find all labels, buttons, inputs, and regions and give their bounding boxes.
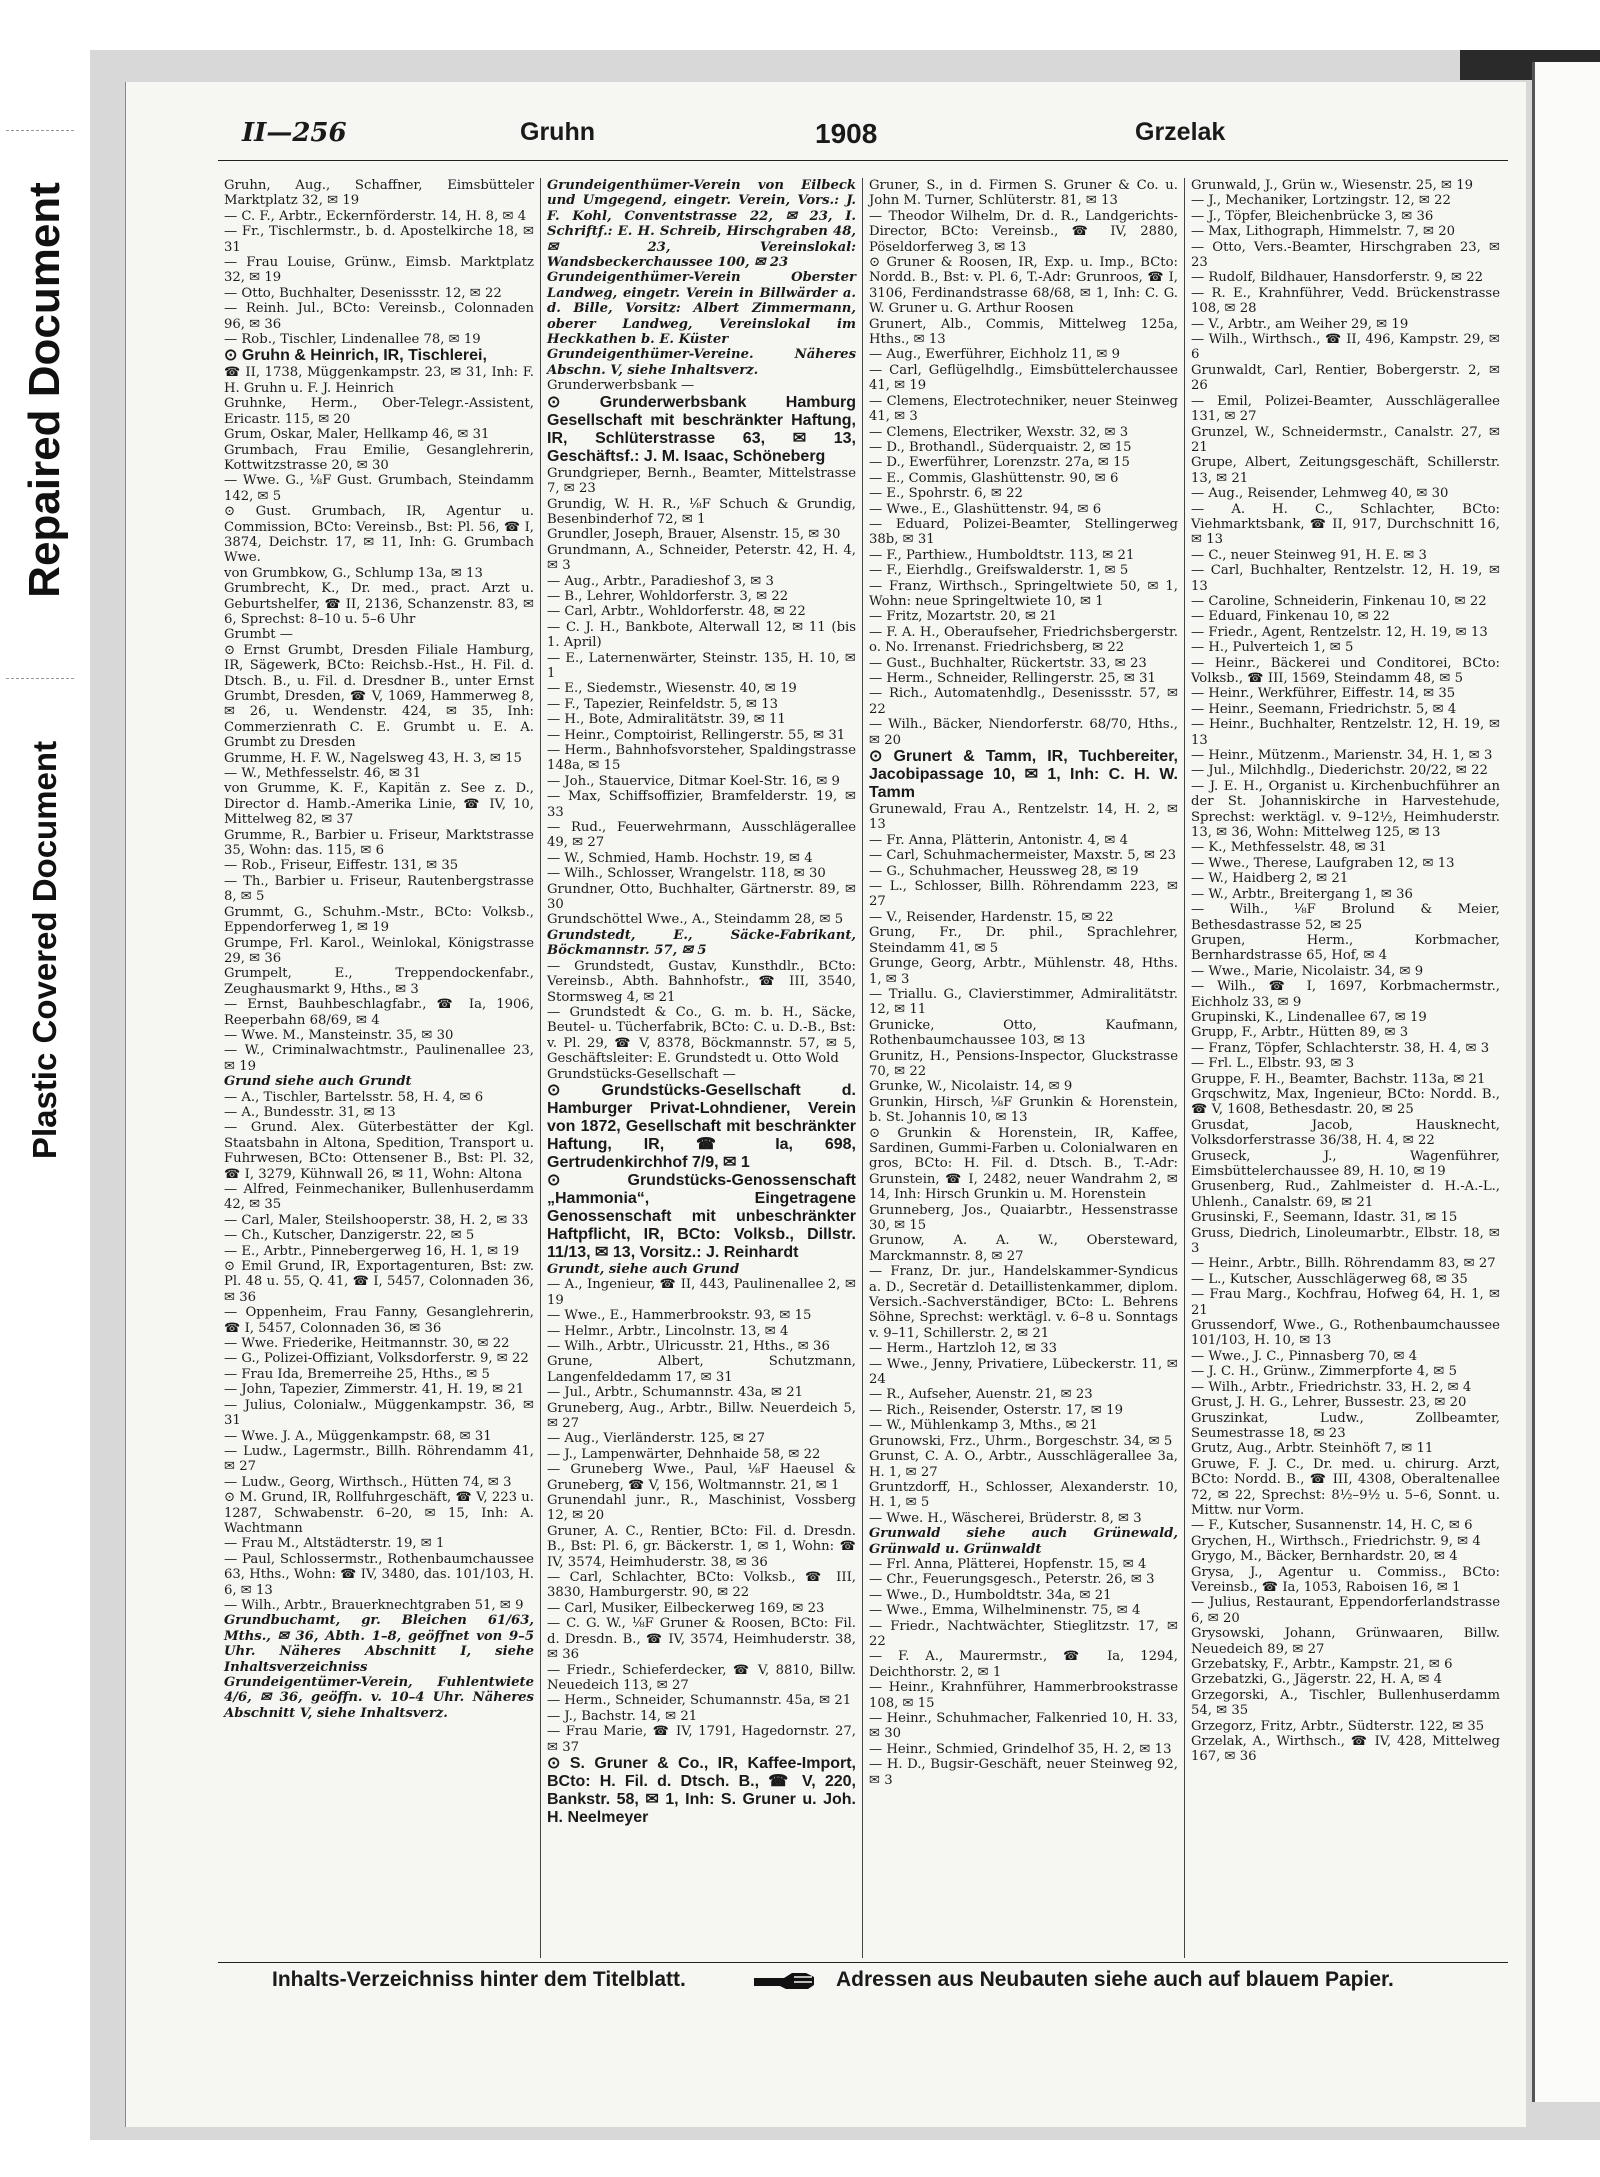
directory-entry: Grupp, F., Arbtr., Hütten 89, ✉ 3: [1191, 1025, 1409, 1041]
directory-entry: — Frau Ida, Bremerreihe 25, Hths., ✉ 5: [224, 1366, 490, 1382]
directory-columns: [218, 178, 1506, 1958]
directory-entry: — Herm., Hartzloh 12, ✉ 33: [869, 1341, 1058, 1357]
directory-entry: — Ernst, Bauhbeschlagfabr., ☎ Ia, 1906, Reeperbahn 68/69, ✉ 4: [224, 997, 534, 1028]
directory-entry: — Carl, Schlachter, BCto: Volksb., ☎ III, 3830, Hamburgerstr. 90, ✉ 22: [547, 1570, 856, 1601]
directory-entry: — Max, Schiffsoffizier, Bramfelderstr. 19, ✉ 33: [547, 789, 856, 820]
directory-entry: — J. C. H., Grünw., Zimmerpforte 4, ✉ 5: [1191, 1364, 1457, 1380]
directory-entry: — F., Kutscher, Susannenstr. 14, H. C, ✉ 6: [1191, 1518, 1473, 1534]
directory-entry: — Wilh., Arbtr., Friedrichstr. 33, H. 2, ✉ 4: [1191, 1379, 1472, 1395]
directory-entry: Grundner, Otto, Buchhalter, Gärtnerstr. 89, ✉ 30: [547, 881, 856, 913]
page-header: [230, 118, 1500, 158]
directory-entry: Gruppe, F. H., Beamter, Bachstr. 113a, ✉ 21: [1191, 1071, 1486, 1087]
directory-entry: Grzegorz, Fritz, Arbtr., Südterstr. 122, ✉ 35: [1191, 1718, 1485, 1734]
directory-entry: Grumpelt, E., Treppendockenfabr., Zeughausmarkt 9, Hths., ✉ 3: [224, 966, 534, 997]
directory-entry: — Rich., Automatenhdlg., Desenissstr. 57, ✉ 22: [869, 686, 1178, 717]
footer-new-buildings-note: Adressen aus Neubauten siehe auch auf blauem Papier.: [836, 1968, 1394, 1991]
directory-entry: Grune, Albert, Schutzmann, Langenfeldedamm 17, ✉ 31: [547, 1354, 856, 1385]
directory-entry: — Heinr., Werkführer, Eiffestr. 14, ✉ 35: [1191, 686, 1456, 702]
directory-entry: Grundmann, A., Schneider, Peterstr. 42, H. 4, ✉ 3: [547, 542, 856, 574]
directory-entry: — Emil, Polizei-Beamter, Ausschlägerallee 131, ✉ 27: [1191, 393, 1500, 425]
directory-entry: Grupe, Albert, Zeitungsgeschäft, Schillerstr. 13, ✉ 21: [1191, 455, 1500, 486]
directory-entry: — Frl. L., Elbstr. 93, ✉ 3: [1191, 1056, 1355, 1072]
directory-entry: Grundbuchamt, gr. Bleichen 61/63, Mths., ✉ 36, Abth. 1–8, geöffnet von 9–5 Uhr. Näheres Abschnitt I, siehe Inhaltsverzeichniss: [224, 1613, 534, 1675]
directory-entry: — Frl. Anna, Plätterei, Hopfenstr. 15, ✉ 4: [869, 1556, 1147, 1572]
directory-entry: — J., Bachstr. 14, ✉ 21: [547, 1708, 698, 1724]
directory-entry: ⊙ M. Grund, IR, Rollfuhrgeschäft, ☎ V, 223 u. 1287, Schwabenstr. 6–20, ✉ 15, Inh: A. Wachtmann: [224, 1490, 534, 1536]
directory-entry: — Eduard, Polizei-Beamter, Stellingerweg 38b, ✉ 31: [869, 516, 1178, 548]
directory-entry: — Heinr., Bäckerei und Conditorei, BCto: Volksb., ☎ III, 1569, Steindamm 48, ✉ 5: [1191, 655, 1500, 686]
directory-entry: — H. D., Bugsir-Geschäft, neuer Steinweg 92, ✉ 3: [869, 1757, 1178, 1788]
directory-entry: — Wwe. J. A., Müggenkampstr. 68, ✉ 31: [224, 1428, 492, 1444]
directory-entry: — Wilh., Bäcker, Niendorferstr. 68/70, Hths., ✉ 20: [869, 717, 1178, 748]
directory-entry: Grysa, J., Agentur u. Commiss., BCto: Vereinsb., ☎ Ia, 1053, Raboisen 16, ✉ 1: [1191, 1564, 1500, 1595]
directory-entry: — W., Methfesselstr. 46, ✉ 31: [224, 766, 422, 782]
document-condition-sidebar: [0, 0, 90, 1250]
directory-entry: — Friedr., Schieferdecker, ☎ V, 8810, Billw. Neuedeich 113, ✉ 27: [547, 1662, 856, 1693]
directory-entry: — Fritz, Mozartstr. 20, ✉ 21: [869, 609, 1058, 625]
directory-entry: Gruwe, F. J. C., Dr. med. u. chirurg. Arzt, BCto: Nordd. B., ☎ III, 4308, Oberaltenallee 72, ✉ 22, Sprechst: 8½–9½ u. 5–6, Sonnt. u. Mittw. nur Vorm.: [1191, 1456, 1500, 1518]
directory-entry: ⊙ Ernst Grumbt, Dresden Filiale Hamburg, IR, Sägewerk, BCto: Reichsb.-Hst., H. Fil. d. Dtsch. B., u. Fil. d. Dresdner B., unter Ernst Grumbt, Dresden, ☎ V, 1069, Hammerweg 8, ✉ 26, u. Wendenstr. 424, ✉ 35, Inh: Commerzienrath C. E. Grumbt u. E. A. Grumbt zu Dresden: [224, 642, 534, 751]
directory-entry: Grust, J. H. G., Lehrer, Bussestr. 23, ✉ 20: [1191, 1395, 1467, 1411]
directory-entry: — Fr., Tischlermstr., b. d. Apostelkirche 18, ✉ 31: [224, 224, 534, 255]
directory-entry: — Otto, Buchhalter, Desenissstr. 12, ✉ 22: [224, 285, 502, 301]
directory-entry: Grumbrecht, K., Dr. med., pract. Arzt u. Geburtshelfer, ☎ II, 2136, Schanzenstr. 83, ✉ 6, Sprechst: 8–10 u. 5–6 Uhr: [224, 581, 534, 627]
directory-entry: — Otto, Vers.-Beamter, Hirschgraben 23, ✉ 23: [1191, 239, 1500, 271]
directory-entry: — Aug., Reisender, Lehmweg 40, ✉ 30: [1191, 486, 1449, 502]
directory-entry: — Grund. Alex. Güterbestätter der Kgl. Staatsbahn in Altona, Spedition, Transport u. Fuhrwesen, BCto: Ottensener B., Bst: Pl. 32, ☎ I, 3279, Kühnwall 26, ✉ 11, Wohn: Altona: [224, 1120, 534, 1182]
directory-entry: — Wwe., Therese, Laufgraben 12, ✉ 13: [1191, 855, 1455, 871]
directory-entry: — E., Laternenwärter, Steinstr. 135, H. 10, ✉ 1: [547, 650, 856, 681]
directory-entry: Grunst, C. A. O., Arbtr., Ausschlägerallee 3a, H. 1, ✉ 27: [869, 1449, 1178, 1480]
directory-entry: Grundeigenthümer-Vereine. Näheres Abschn. V, siehe Inhaltsverz.: [547, 347, 856, 378]
directory-entry: Grumpe, Frl. Karol., Weinlokal, Königstrasse 29, ✉ 36: [224, 935, 534, 966]
directory-entry: — Chr., Feuerungsgesch., Peterstr. 26, ✉ 3: [869, 1572, 1155, 1588]
plastic-covered-document-label: Plastic Covered Document: [26, 740, 63, 1160]
directory-entry: ⊙ Grundstücks-Genossenschaft „Hammonia“, Eingetragene Genossenschaft mit unbeschränkter Haftpflicht, IR, BCto: Volksb., Dillstr. 11/13, ✉ 13, Vorsitz.: J. Reinhardt: [547, 1171, 856, 1261]
directory-entry: Grunewald, Frau A., Rentzelstr. 14, H. 2, ✉ 13: [869, 802, 1178, 833]
directory-entry: — D., Ewerführer, Lorenzstr. 27a, ✉ 15: [869, 455, 1130, 471]
directory-entry: — E., Siedemstr., Wiesenstr. 40, ✉ 19: [547, 681, 797, 697]
directory-entry: — Ch., Kutscher, Danzigerstr. 22, ✉ 5: [224, 1228, 475, 1244]
directory-entry: — Rob., Tischler, Lindenallee 78, ✉ 19: [224, 332, 481, 348]
directory-entry: — Rud., Feuerwehrmann, Ausschlägerallee 49, ✉ 27: [547, 820, 856, 851]
directory-entry: — R. E., Krahnführer, Vedd. Brückenstrasse 108, ✉ 28: [1191, 285, 1500, 317]
directory-entry: — Rob., Friseur, Eiffestr. 131, ✉ 35: [224, 858, 459, 874]
directory-entry: Gruhnke, Herm., Ober-Telegr.-Assistent, Ericastr. 115, ✉ 20: [224, 396, 534, 427]
directory-entry: — Heinr., Comptoirist, Rellingerstr. 55, ✉ 31: [547, 727, 846, 743]
directory-entry: Grundt, siehe auch Grund: [547, 1261, 740, 1277]
directory-entry: — Aug., Vierländerstr. 125, ✉ 27: [547, 1431, 766, 1447]
directory-entry: — G., Schuhmacher, Heussweg 28, ✉ 19: [869, 863, 1139, 879]
directory-entry: — Wwe. M., Mansteinstr. 35, ✉ 30: [224, 1027, 454, 1043]
directory-column: [218, 178, 540, 1958]
directory-entry: — F. A., Maurermstr., ☎ Ia, 1294, Deichthorstr. 2, ✉ 1: [869, 1649, 1178, 1680]
directory-entry: Grunert, Alb., Commis, Mittelweg 125a, Hths., ✉ 13: [869, 316, 1178, 348]
directory-entry: Grzegorski, A., Tischler, Bullenhuserdamm 54, ✉ 35: [1191, 1687, 1500, 1719]
directory-entry: Grundstücks-Gesellschaft —: [547, 1066, 736, 1082]
directory-entry: — H., Pulverteich 1, ✉ 5: [1191, 640, 1354, 656]
directory-entry: Gruner, S., in d. Firmen S. Gruner & Co. u. John M. Turner, Schlüterstr. 81, ✉ 13: [869, 178, 1178, 209]
directory-entry: — Wilh., Arbtr., Brauerknechtgraben 51, ✉ 9: [224, 1597, 524, 1613]
directory-entry: ⊙ Grunkin & Horenstein, IR, Kaffee, Sardinen, Gummi-Farben u. Colonialwaren en gros, BCto: H. Fil. d. Dtsch. B., T.-Adr: Grunstein, ☎ I, 2482, neuer Wandrahm 2, ✉ 14, Inh: Hirsch Grunkin u. M. Horenstein: [869, 1125, 1178, 1203]
directory-entry: — A. H. C., Schlachter, BCto: Viehmarktsbank, ☎ II, 917, Durchschnitt 16, ✉ 13: [1191, 501, 1500, 548]
directory-entry: — E., Arbtr., Pinnebergerweg 16, H. 1, ✉ 19: [224, 1243, 520, 1259]
directory-entry: Grum, Oskar, Maler, Hellkamp 46, ✉ 31: [224, 427, 490, 443]
directory-entry: — W., Criminalwachtmstr., Paulinenallee 23, ✉ 19: [224, 1043, 534, 1074]
directory-entry: — Wwe., E., Hammerbrookstr. 93, ✉ 15: [547, 1308, 812, 1324]
directory-entry: — Joh., Stauervice, Ditmar Koel-Str. 16, ✉ 9: [547, 773, 840, 789]
directory-entry: Grygo, M., Bäcker, Bernhardstr. 20, ✉ 4: [1191, 1549, 1458, 1565]
directory-entry: Grunwaldt, Carl, Rentier, Bobergerstr. 2, ✉ 26: [1191, 362, 1500, 394]
directory-entry: — W., Arbtr., Breitergang 1, ✉ 36: [1191, 886, 1413, 902]
directory-entry: Grzebatzki, G., Jägerstr. 22, H. A, ✉ 4: [1191, 1672, 1442, 1688]
directory-entry: — Carl, Arbtr., Wohldorferstr. 48, ✉ 22: [547, 604, 806, 620]
directory-entry: — Carl, Geflügelhdlg., Eimsbüttelerchaussee 41, ✉ 19: [869, 362, 1178, 394]
directory-entry: Grund siehe auch Grundt: [224, 1074, 412, 1090]
directory-entry: Grunke, W., Nicolaistr. 14, ✉ 9: [869, 1079, 1073, 1095]
directory-entry: ⊙ Grundstücks-Gesellschaft d. Hamburger Privat-Lohndiener, Verein von 1872, Gesellschaft mit beschränkter Haftung, IR, ☎ Ia, 698, Gertrudenkirchhof 7/9, ✉ 1: [547, 1081, 856, 1171]
directory-entry: — Julius, Restaurant, Eppendorferlandstrasse 6, ✉ 20: [1191, 1595, 1500, 1626]
directory-entry: Grunge, Georg, Arbtr., Mühlenstr. 48, Hths. 1, ✉ 3: [869, 956, 1178, 987]
directory-entry: — Aug., Arbtr., Paradieshof 3, ✉ 3: [547, 573, 774, 589]
directory-entry: — Alfred, Feinmechaniker, Bullenhuserdamm 42, ✉ 35: [224, 1182, 534, 1213]
directory-entry: Grychen, H., Wirthsch., Friedrichstr. 9, ✉ 4: [1191, 1533, 1481, 1549]
directory-entry: — K., Methfesselstr. 48, ✉ 31: [1191, 840, 1387, 856]
directory-entry: Grundler, Joseph, Brauer, Alsenstr. 15, ✉ 30: [547, 527, 841, 543]
directory-entry: von Grumme, K. F., Kapitän z. See z. D., Director d. Hamb.-Amerika Linie, ☎ IV, 10, Mittelweg 82, ✉ 37: [224, 781, 534, 828]
directory-entry: ⊙ Gust. Grumbach, IR, Agentur u. Commission, BCto: Vereinsb., Bst: Pl. 56, ☎ I, 3874, Deichstr. 17, ✉ 11, Inh: G. Grumbach Wwe.: [224, 504, 534, 566]
directory-entry: Grzelak, A., Wirthsch., ☎ IV, 428, Mittelweg 167, ✉ 36: [1191, 1734, 1500, 1765]
directory-entry: Grunkin, Hirsch, ⅛F Grunkin & Horenstein, b. St. Johannis 10, ✉ 13: [869, 1094, 1178, 1126]
sidebar-divider: [6, 130, 74, 131]
directory-entry: von Grumbkow, G., Schlump 13a, ✉ 13: [224, 565, 483, 581]
directory-entry: — Paul, Schlossermstr., Rothenbaumchaussee 63, Hths., Wohn: ☎ IV, 3480, das. 101/103, H. 6, ✉ 13: [224, 1551, 534, 1598]
directory-entry: — Herm., Schneider, Schumannstr. 45a, ✉ 21: [547, 1693, 852, 1709]
directory-entry: — Aug., Ewerführer, Eichholz 11, ✉ 9: [869, 347, 1120, 363]
page-number: II—256: [242, 118, 347, 148]
directory-entry: — Caroline, Schneiderin, Finkenau 10, ✉ 22: [1191, 593, 1487, 609]
header-rule: [218, 160, 1508, 161]
directory-entry: — Frau Marie, ☎ IV, 1791, Hagedornstr. 27, ✉ 37: [547, 1724, 856, 1755]
directory-entry: Grung, Fr., Dr. phil., Sprachlehrer, Steindamm 41, ✉ 5: [869, 925, 1178, 956]
directory-entry: ⊙ S. Gruner & Co., IR, Kaffee-Import, BCto: H. Fil. d. Dtsch. B., ☎ V, 220, Bankstr. 58, ✉ 1, Inh: S. Gruner u. Joh. H. Neelmeyer: [547, 1754, 856, 1826]
directory-entry: — Wilh., ⅛F Brolund & Meier, Bethesdastrasse 52, ✉ 25: [1191, 902, 1500, 933]
directory-entry: Grunow, A. A. W., Obersteward, Marckmannstr. 8, ✉ 27: [869, 1233, 1178, 1264]
directory-entry: — Reinh. Jul., BCto: Vereinsb., Colonnaden 96, ✉ 36: [224, 301, 534, 332]
directory-entry: — J., Töpfer, Bleichenbrücke 3, ✉ 36: [1191, 208, 1434, 224]
directory-entry: — Wwe. Friederike, Heitmannstr. 30, ✉ 22: [224, 1336, 510, 1352]
directory-entry: Grundeigenthümer-Verein von Eilbeck und Umgegend, eingetr. Verein, Vors.: J. F. Kohl, Conventstrasse 22, ✉ 23, I. Schriftf.: E. H. Schreib, Hirschgraben 48, ✉ 23, Vereinslokal: Wandsbeckerchaussee 100, ✉ 23: [547, 178, 856, 271]
directory-entry: — Wilh., ☎ I, 1697, Korbmachermstr., Eichholz 33, ✉ 9: [1191, 979, 1500, 1010]
directory-entry: ⊙ Emil Grund, IR, Exportagenturen, Bst: zw. Pl. 48 u. 55, Q. 41, ☎ I, 5457, Colonnaden 36, ✉ 36: [224, 1259, 534, 1305]
directory-entry: — W., Schmied, Hamb. Hochstr. 19, ✉ 4: [547, 850, 813, 866]
directory-entry: — Heinr., Buchhalter, Rentzelstr. 12, H. 19, ✉ 13: [1191, 717, 1500, 748]
directory-entry: Gruhn, Aug., Schaffner, Eimsbütteler Marktplatz 32, ✉ 19: [224, 178, 534, 209]
directory-entry: ⊙ Gruhn & Heinrich, IR, Tischlerei,: [224, 347, 487, 365]
directory-entry: — F. A. H., Oberaufseher, Friedrichsbergerstr. o. No. Irrenanst. Friedrichsberg, ✉ 22: [869, 624, 1178, 656]
directory-entry: — Friedr., Nachtwächter, Stieglitzstr. 17, ✉ 22: [869, 1618, 1178, 1649]
directory-entry: — Carl, Maler, Steilshooperstr. 38, H. 2, ✉ 33: [224, 1212, 529, 1228]
directory-entry: — C., neuer Steinweg 91, H. E. ✉ 3: [1191, 547, 1427, 563]
range-end-name: Grzelak: [1135, 118, 1226, 146]
footer-rule: [218, 1962, 1508, 1963]
directory-entry: — H., Bote, Admiralitätstr. 39, ✉ 11: [547, 712, 786, 728]
directory-entry: — Herm., Bahnhofsvorsteher, Spaldingstrasse 148a, ✉ 15: [547, 743, 856, 774]
directory-entry: — V., Arbtr., am Weiher 29, ✉ 19: [1191, 316, 1409, 332]
directory-entry: ⊙ Grunert & Tamm, IR, Tuchbereiter, Jacobipassage 10, ✉ 1, Inh: C. H. W. Tamm: [869, 748, 1178, 802]
directory-entry: — Carl, Schuhmachermeister, Maxstr. 5, ✉ 23: [869, 848, 1177, 864]
directory-column: [540, 178, 862, 1958]
directory-entry: — Wwe., Marie, Nicolaistr. 34, ✉ 9: [1191, 963, 1424, 979]
directory-entry: — Wwe., Emma, Wilhelminenstr. 75, ✉ 4: [869, 1603, 1141, 1619]
directory-entry: Grundeigenthümer-Verein Oberster Landweg, eingetr. Verein in Billwärder a. d. Bille, Vorsitz: Albert Zimmermann, oberer Landweg, Vereinslokal im Heckkathen b. E. Küster: [547, 270, 856, 348]
directory-entry: Grummt, G., Schuhm.-Mstr., BCto: Volksb., Eppendorferweg 1, ✉ 19: [224, 904, 534, 936]
directory-entry: Grussendorf, Wwe., G., Rothenbaumchaussee 101/103, H. 10, ✉ 13: [1191, 1318, 1500, 1349]
directory-entry: Gruseck, J., Wagenführer, Eimsbüttelerchaussee 89, H. 10, ✉ 19: [1191, 1148, 1500, 1179]
directory-entry: — Wwe., E., Glashüttenstr. 94, ✉ 6: [869, 501, 1102, 517]
directory-entry: — E., Commis, Glashüttenstr. 90, ✉ 6: [869, 470, 1119, 486]
directory-entry: ⊙ Grunderwerbsbank Hamburg Gesellschaft mit beschränkter Haftung, IR, Schlüterstrasse 63, ✉ 13, Geschäftsf.: J. M. Isaac, Schöneberg: [547, 393, 856, 465]
directory-entry: — Frau Louise, Grünw., Eimsb. Marktplatz 32, ✉ 19: [224, 255, 534, 286]
directory-entry: Grupinski, K., Lindenallee 67, ✉ 19: [1191, 1009, 1427, 1025]
directory-entry: Grundschöttel Wwe., A., Steindamm 28, ✉ 5: [547, 912, 844, 928]
directory-entry: — Franz, Töpfer, Schlachterstr. 38, H. 4, ✉ 3: [1191, 1040, 1490, 1056]
directory-entry: — R., Aufseher, Auenstr. 21, ✉ 23: [869, 1387, 1093, 1403]
directory-entry: — Ludw., Lagermstr., Billh. Röhrendamm 41, ✉ 27: [224, 1443, 534, 1475]
directory-entry: — Rudolf, Bildhauer, Hansdorferstr. 9, ✉ 22: [1191, 270, 1484, 286]
footer-index-note: Inhalts-Verzeichniss hinter dem Titelblatt.: [272, 1968, 686, 1991]
directory-entry: — Triallu. G., Clavierstimmer, Admiralitätstr. 12, ✉ 11: [869, 986, 1178, 1018]
directory-entry: Grzebatsky, F., Arbtr., Kampstr. 21, ✉ 6: [1191, 1657, 1453, 1672]
directory-entry: Grunowski, Frz., Uhrm., Borgeschstr. 34, ✉ 5: [869, 1433, 1173, 1449]
directory-entry: Gruneberg, Aug., Arbtr., Billw. Neuerdeich 5, ✉ 27: [547, 1400, 856, 1431]
directory-entry: Grumbach, Frau Emilie, Gesanglehrerin, Kottwitzstrasse 20, ✉ 30: [224, 442, 534, 473]
directory-entry: Grusdat, Jacob, Hausknecht, Volksdorferstrasse 36/38, H. 4, ✉ 22: [1191, 1117, 1500, 1149]
directory-entry: ⊙ Gruner & Roosen, IR, Exp. u. Imp., BCto: Nordd. B., Bst: v. Pl. 6, T.-Adr: Grunroos, ☎ I, 3106, Ferdinandstrasse 68/68, ✉ 1, Inh: C. G. W. Gruner u. G. Arthur Roosen: [869, 255, 1178, 317]
directory-entry: — Clemens, Electriker, Wexstr. 32, ✉ 3: [869, 424, 1129, 440]
directory-entry: — W., Mühlenkamp 3, Mths., ✉ 21: [869, 1418, 1098, 1434]
directory-entry: — L., Schlosser, Billh. Röhrendamm 223, ✉ 27: [869, 879, 1178, 910]
directory-entry: — Eduard, Finkenau 10, ✉ 22: [1191, 609, 1390, 625]
directory-entry: Grunderwerbsbank —: [547, 378, 695, 394]
directory-entry: — C. J. H., Bankbote, Alterwall 12, ✉ 11 (bis 1. April): [547, 619, 856, 651]
directory-entry: — Heinr., Arbtr., Billh. Röhrendamm 83, ✉ 27: [1191, 1256, 1496, 1272]
directory-entry: — Oppenheim, Frau Fanny, Gesanglehrerin, ☎ I, 5457, Colonnaden 36, ✉ 36: [224, 1305, 534, 1336]
directory-entry: Grunitz, H., Pensions-Inspector, Gluckstrasse 70, ✉ 22: [869, 1048, 1178, 1079]
directory-entry: — A., Bundesstr. 31, ✉ 13: [224, 1104, 396, 1120]
directory-entry: — A., Tischler, Bartelsstr. 58, H. 4, ✉ 6: [224, 1089, 484, 1105]
directory-entry: — W., Haidberg 2, ✉ 21: [1191, 871, 1349, 887]
directory-entry: Gruszinkat, Ludw., Zollbeamter, Seumestrasse 18, ✉ 23: [1191, 1410, 1500, 1441]
directory-entry: — Franz, Wirthsch., Springeltwiete 50, ✉ 1, Wohn: neue Springeltwiete 10, ✉ 1: [869, 578, 1178, 609]
directory-entry: — Wilh., Arbtr., Ulricusstr. 21, Hths., ✉ 36: [547, 1338, 830, 1354]
directory-entry: — Gruneberg Wwe., Paul, ⅛F Haeusel & Gruneberg, ☎ V, 156, Woltmannstr. 21, ✉ 1: [547, 1462, 856, 1493]
directory-entry: — Wwe. G., ⅛F Gust. Grumbach, Steindamm 142, ✉ 5: [224, 473, 534, 504]
directory-entry: — Heinr., Seemann, Friedrichstr. 5, ✉ 4: [1191, 701, 1457, 717]
directory-entry: Grumbt —: [224, 627, 293, 643]
directory-entry: — Carl, Buchhalter, Rentzelstr. 12, H. 19, ✉ 13: [1191, 563, 1500, 594]
directory-entry: Grunendahl junr., R., Maschinist, Vossberg 12, ✉ 20: [547, 1493, 856, 1524]
directory-entry: — Frau Marg., Kochfrau, Hofweg 64, H. 1, ✉ 21: [1191, 1287, 1500, 1318]
directory-entry: — J. E. H., Organist u. Kirchenbuchführer an der St. Johanniskirche in Harvestehude, Sprechst: werktägl. v. 9–12½, Heimhuderstr. 13, ✉ 36, Wohn: Mittelweg 125, ✉ 13: [1191, 778, 1500, 841]
directory-entry: — D., Brothandl., Süderquaistr. 2, ✉ 15: [869, 439, 1132, 455]
directory-entry: Grutz, Aug., Arbtr. Steinhöft 7, ✉ 11: [1191, 1441, 1434, 1457]
directory-entry: — Frau M., Altstädterstr. 19, ✉ 1: [224, 1536, 445, 1552]
sidebar-divider: [6, 678, 74, 679]
directory-entry: — Heinr., Krahnführer, Hammerbrookstrasse 108, ✉ 15: [869, 1680, 1178, 1711]
directory-entry: — V., Reisender, Hardenstr. 15, ✉ 22: [869, 909, 1114, 925]
directory-entry: — Heinr., Schuhmacher, Falkenried 10, H. 33, ✉ 30: [869, 1711, 1178, 1742]
directory-entry: — Theodor Wilhelm, Dr. d. R., Landgerichts-Director, BCto: Vereinsb., ☎ IV, 2880, Pöseldorferweg 3, ✉ 13: [869, 208, 1178, 255]
directory-entry: — F., Eierhdlg., Greifswalderstr. 1, ✉ 5: [869, 563, 1129, 579]
directory-entry: Grumme, H. F. W., Nagelsweg 43, H. 3, ✉ 15: [224, 750, 522, 766]
directory-entry: — Wwe. H., Wäscherei, Brüderstr. 8, ✉ 3: [869, 1510, 1142, 1526]
directory-entry: — F., Parthiew., Humboldtstr. 113, ✉ 21: [869, 547, 1135, 563]
pointing-hand-icon: [752, 1970, 818, 1992]
directory-entry: Grqschwitz, Max, Ingenieur, BCto: Nordd. B., ☎ V, 1608, Bethesdastr. 20, ✉ 25: [1191, 1086, 1500, 1118]
directory-entry: — Wilh., Schlosser, Wrangelstr. 118, ✉ 30: [547, 866, 826, 882]
directory-entry: — Gust., Buchhalter, Rückertstr. 33, ✉ 23: [869, 655, 1147, 671]
directory-entry: Gruss, Diedrich, Linoleumarbtr., Elbstr. 18, ✉ 3: [1191, 1225, 1500, 1257]
directory-entry: — C. G. W., ⅛F Gruner & Roosen, BCto: Fil. d. Dresdn. B., ☎ IV, 3574, Heimhuderstr. 38, ✉ 36: [547, 1616, 856, 1663]
directory-entry: — J., Mechaniker, Lortzingstr. 12, ✉ 22: [1191, 193, 1451, 209]
directory-year: 1908: [815, 118, 878, 149]
directory-entry: — Helmr., Arbtr., Lincolnstr. 13, ✉ 4: [547, 1323, 789, 1339]
directory-entry: Grundgrieper, Bernh., Beamter, Mittelstrasse 7, ✉ 23: [547, 465, 856, 497]
directory-entry: — Clemens, Electrotechniker, neuer Steinweg 41, ✉ 3: [869, 393, 1178, 425]
directory-entry: — Grundstedt, Gustav, Kunsthdlr., BCto: Vereinsb., Abth. Bahnhofstr., ☎ III, 3540, Stormsweg 4, ✉ 21: [547, 958, 856, 1005]
directory-entry: Grunicke, Otto, Kaufmann, Rothenbaumchaussee 103, ✉ 13: [869, 1017, 1178, 1049]
directory-entry: — C. F., Arbtr., Eckernförderstr. 14, H. 8, ✉ 4: [224, 208, 527, 224]
directory-entry: Gruner, A. C., Rentier, BCto: Fil. d. Dresdn. B., Bst: Pl. 6, gr. Bäckerstr. 1, ✉ 1, Wohn: ☎ IV, 3574, Heimhuderstr. 38, ✉ 36: [547, 1523, 856, 1570]
directory-entry: Grysowski, Johann, Grünwaaren, Billw. Neuedeich 89, ✉ 27: [1191, 1626, 1500, 1657]
directory-entry: Grunneberg, Jos., Quaiarbtr., Hessenstrasse 30, ✉ 15: [869, 1202, 1178, 1233]
directory-entry: — Ludw., Georg, Wirthsch., Hütten 74, ✉ 3: [224, 1474, 512, 1490]
directory-column: [862, 178, 1184, 1958]
directory-entry: — L., Kutscher, Ausschlägerweg 68, ✉ 35: [1191, 1271, 1468, 1287]
directory-entry: — Th., Barbier u. Friseur, Rautenbergstrasse 8, ✉ 5: [224, 873, 534, 905]
range-start-name: Gruhn: [520, 118, 595, 146]
directory-entry: Grusenberg, Rud., Zahlmeister d. H.-A.-L., Uhlenh., Canalstr. 69, ✉ 21: [1191, 1179, 1500, 1210]
directory-entry: — Heinr., Mützenm., Marienstr. 34, H. 1, ✉ 3: [1191, 748, 1493, 764]
directory-entry: — A., Ingenieur, ☎ II, 443, Paulinenallee 2, ✉ 19: [547, 1277, 856, 1308]
directory-entry: — G., Polizei-Offiziant, Volksdorferstr. 9, ✉ 22: [224, 1351, 529, 1367]
directory-entry: — Heinr., Schmied, Grindelhof 35, H. 2, ✉ 13: [869, 1741, 1172, 1757]
directory-entry: — Max, Lithograph, Himmelstr. 7, ✉ 20: [1191, 224, 1456, 240]
directory-entry: — J., Lampenwärter, Dehnhaide 58, ✉ 22: [547, 1446, 821, 1462]
directory-entry: Gruntzdorff, H., Schlosser, Alexanderstr. 10, H. 1, ✉ 5: [869, 1479, 1178, 1511]
directory-entry: — Friedr., Agent, Rentzelstr. 12, H. 19, ✉ 13: [1191, 624, 1488, 640]
directory-entry: — Jul., Arbtr., Schumannstr. 43a, ✉ 21: [547, 1385, 804, 1401]
directory-entry: Grundig, W. H. R., ⅛F Schuch & Grundig, Besenbinderhof 72, ✉ 1: [547, 496, 856, 527]
directory-entry: Grupen, Herm., Korbmacher, Bernhardstrasse 65, Hof, ✉ 4: [1191, 932, 1500, 964]
directory-entry: — Grundstedt & Co., G. m. b. H., Säcke, Beutel- u. Tücherfabrik, BCto: C. u. D.-B., Bst: v. Pl. 29, ☎ V, 8378, Böckmannstr. 57, ✉ 5, Geschäftsleiter: E. Grundstedt u. Otto Wold: [547, 1004, 856, 1067]
repaired-document-label: Repaired Document: [20, 182, 70, 598]
directory-entry: — Wwe., D., Humboldtstr. 34a, ✉ 21: [869, 1587, 1112, 1603]
directory-entry: Grumme, R., Barbier u. Friseur, Marktstrasse 35, Wohn: das. 115, ✉ 6: [224, 827, 534, 859]
directory-entry: — Franz, Dr. jur., Handelskammer-Syndicus a. D., Secretär d. Detaillistenkammer, diplom. Versich.-Sachverständiger, BCto: L. Behrens Söhne, Sprechst: werktägl. v. 6–8 u. Sonntags v. 9–11, Schillerstr. 2, ✉ 21: [869, 1264, 1178, 1341]
directory-entry: — B., Lehrer, Wohldorferstr. 3, ✉ 22: [547, 588, 789, 604]
directory-entry: Grunzel, W., Schneidermstr., Canalstr. 27, ✉ 21: [1191, 424, 1500, 455]
directory-entry: — Fr. Anna, Plätterin, Antonistr. 4, ✉ 4: [869, 832, 1128, 848]
directory-entry: Grunwald, J., Grün w., Wiesenstr. 25, ✉ 19: [1191, 178, 1474, 193]
directory-entry: — Rich., Reisender, Osterstr. 17, ✉ 19: [869, 1402, 1123, 1418]
directory-entry: — Wilh., Wirthsch., ☎ II, 496, Kampstr. 29, ✉ 6: [1191, 332, 1500, 363]
plastic-covered-label-box: [0, 690, 90, 1210]
directory-entry: — Wwe., J. C., Pinnasberg 70, ✉ 4: [1191, 1348, 1418, 1364]
directory-entry: ☎ II, 1738, Müggenkampstr. 23, ✉ 31, Inh: F. H. Gruhn u. F. J. Heinrich: [224, 365, 534, 396]
adjacent-page-edge: [1532, 62, 1600, 2102]
directory-entry: — F., Tapezier, Reinfeldstr. 5, ✉ 13: [547, 696, 779, 712]
directory-entry: — Julius, Colonialw., Müggenkampstr. 36, ✉ 31: [224, 1397, 534, 1429]
repaired-document-label-box: [0, 110, 90, 670]
directory-entry: Grundeigentümer-Verein, Fuhlentwiete 4/6, ✉ 36, geöffn. v. 10–4 Uhr. Näheres Abschnitt V, siehe Inhaltsverz.: [224, 1675, 534, 1721]
directory-entry: Grundstedt, E., Säcke-Fabrikant, Böckmannstr. 57, ✉ 5: [547, 927, 856, 959]
page-footer: [232, 1968, 1502, 2000]
directory-entry: — Carl, Musiker, Eilbeckerweg 169, ✉ 23: [547, 1600, 825, 1616]
directory-entry: — Herm., Schneider, Rellingerstr. 25, ✉ 31: [869, 671, 1156, 686]
directory-entry: — Jul., Milchhdlg., Diederichstr. 20/22, ✉ 22: [1191, 763, 1488, 779]
directory-column: [1184, 178, 1506, 1958]
directory-entry: Grunwald siehe auch Grünewald, Grünwald u. Grünwaldt: [869, 1526, 1178, 1557]
directory-entry: — Wwe., Jenny, Privatiere, Lübeckerstr. 11, ✉ 24: [869, 1356, 1178, 1388]
directory-entry: — John, Tapezier, Zimmerstr. 41, H. 19, ✉ 21: [224, 1382, 525, 1398]
directory-entry: — E., Spohrstr. 6, ✉ 22: [869, 486, 1023, 502]
directory-entry: Grusinski, F., Seemann, Idastr. 31, ✉ 15: [1191, 1210, 1458, 1226]
